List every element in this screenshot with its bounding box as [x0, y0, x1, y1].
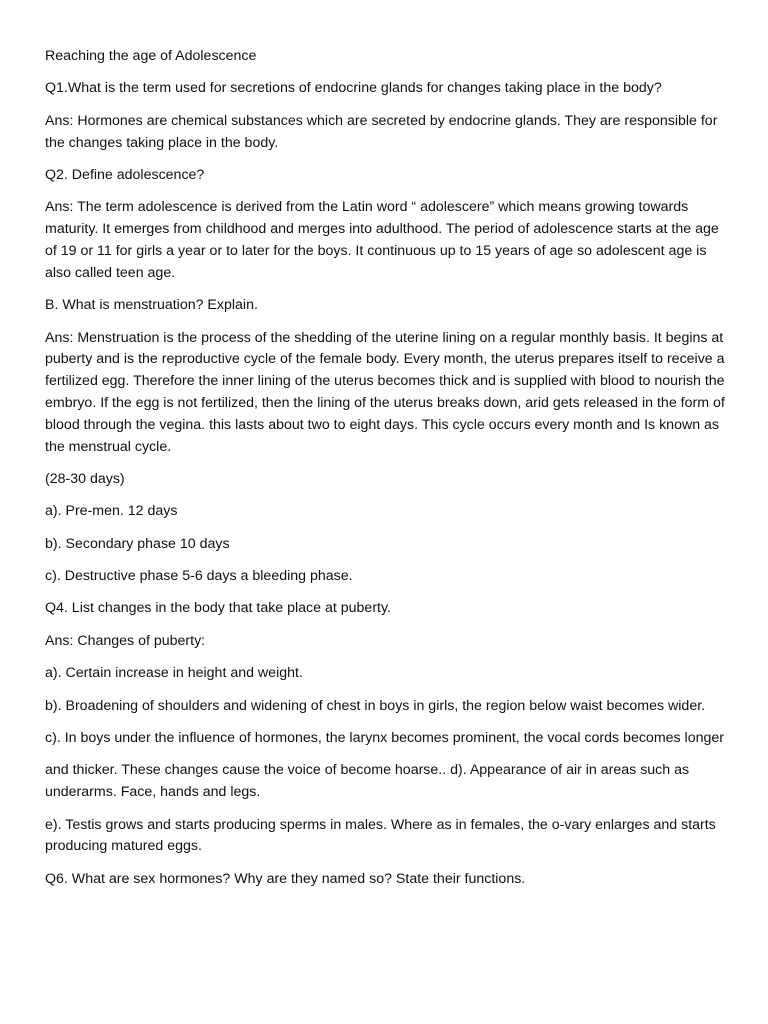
change-item-b: b). Broadening of shoulders and widening of chest in boys in girls, the region below waist becomes wider.: [45, 697, 706, 714]
question-4: Q4. List changes in the body that take place at puberty.: [45, 600, 391, 617]
phase-item-c: c). Destructive phase 5-6 days a bleeding phase.: [45, 568, 353, 585]
change-item-e: e). Testis grows and starts producing sperms in males. Where as in females, the o-vary enlarges and starts producing matured eggs.: [45, 816, 716, 855]
change-item-c: c). In boys under the influence of hormones, the larynx becomes prominent, the vocal cords becomes longer: [45, 730, 724, 747]
change-item-a: a). Certain increase in height and weight.: [45, 665, 303, 682]
phase-item-b: b). Secondary phase 10 days: [45, 535, 230, 552]
answer-4-heading: Ans: Changes of puberty:: [45, 632, 206, 649]
question-1: Q1.What is the term used for secretions of endocrine glands for changes taking place in the body?: [45, 80, 662, 97]
question-2: Q2. Define adolescence?: [45, 166, 205, 183]
phase-item-a: a). Pre-men. 12 days: [45, 503, 178, 520]
answer-3: Ans: Menstruation is the process of the shedding of the uterine lining on a regular monthly basis. It begins at puberty and is the reproductive cycle of the female body. Every month, the uterus prepares itself to receive a fertilized egg. Therefore the inner lining of the uterus becomes thick and is supplied with blood to nourish the embryo. If the egg is not fertilized, then the lining of the uterus breaks down, arid gets released in the form of blood through the vegina. this lasts about two to eight days. This cycle occurs every month and Is known as the menstrual cycle.: [45, 329, 725, 455]
answer-2: Ans: The term adolescence is derived from the Latin word “ adolescere” which means growing towards maturity. It emerges from childhood and merges into adulthood. The period of adolescence starts at the age of 19 or 11 for girls a year or to later for the boys. It continuous up to 15 years of age so adolescent age is also called teen age.: [45, 199, 719, 281]
change-item-c-continued: and thicker. These changes cause the voice of become hoarse.. d). Appearance of air in areas such as underarms. Face, hands and legs.: [45, 762, 690, 801]
answer-1: Ans: Hormones are chemical substances which are secreted by endocrine glands. They are responsible for the changes taking place in the body.: [45, 112, 718, 151]
question-3: B. What is menstruation? Explain.: [45, 297, 258, 314]
document-title: Reaching the age of Adolescence: [45, 48, 257, 64]
question-6: Q6. What are sex hormones? Why are they named so? State their functions.: [45, 870, 526, 887]
cycle-duration: (28-30 days): [45, 470, 125, 487]
